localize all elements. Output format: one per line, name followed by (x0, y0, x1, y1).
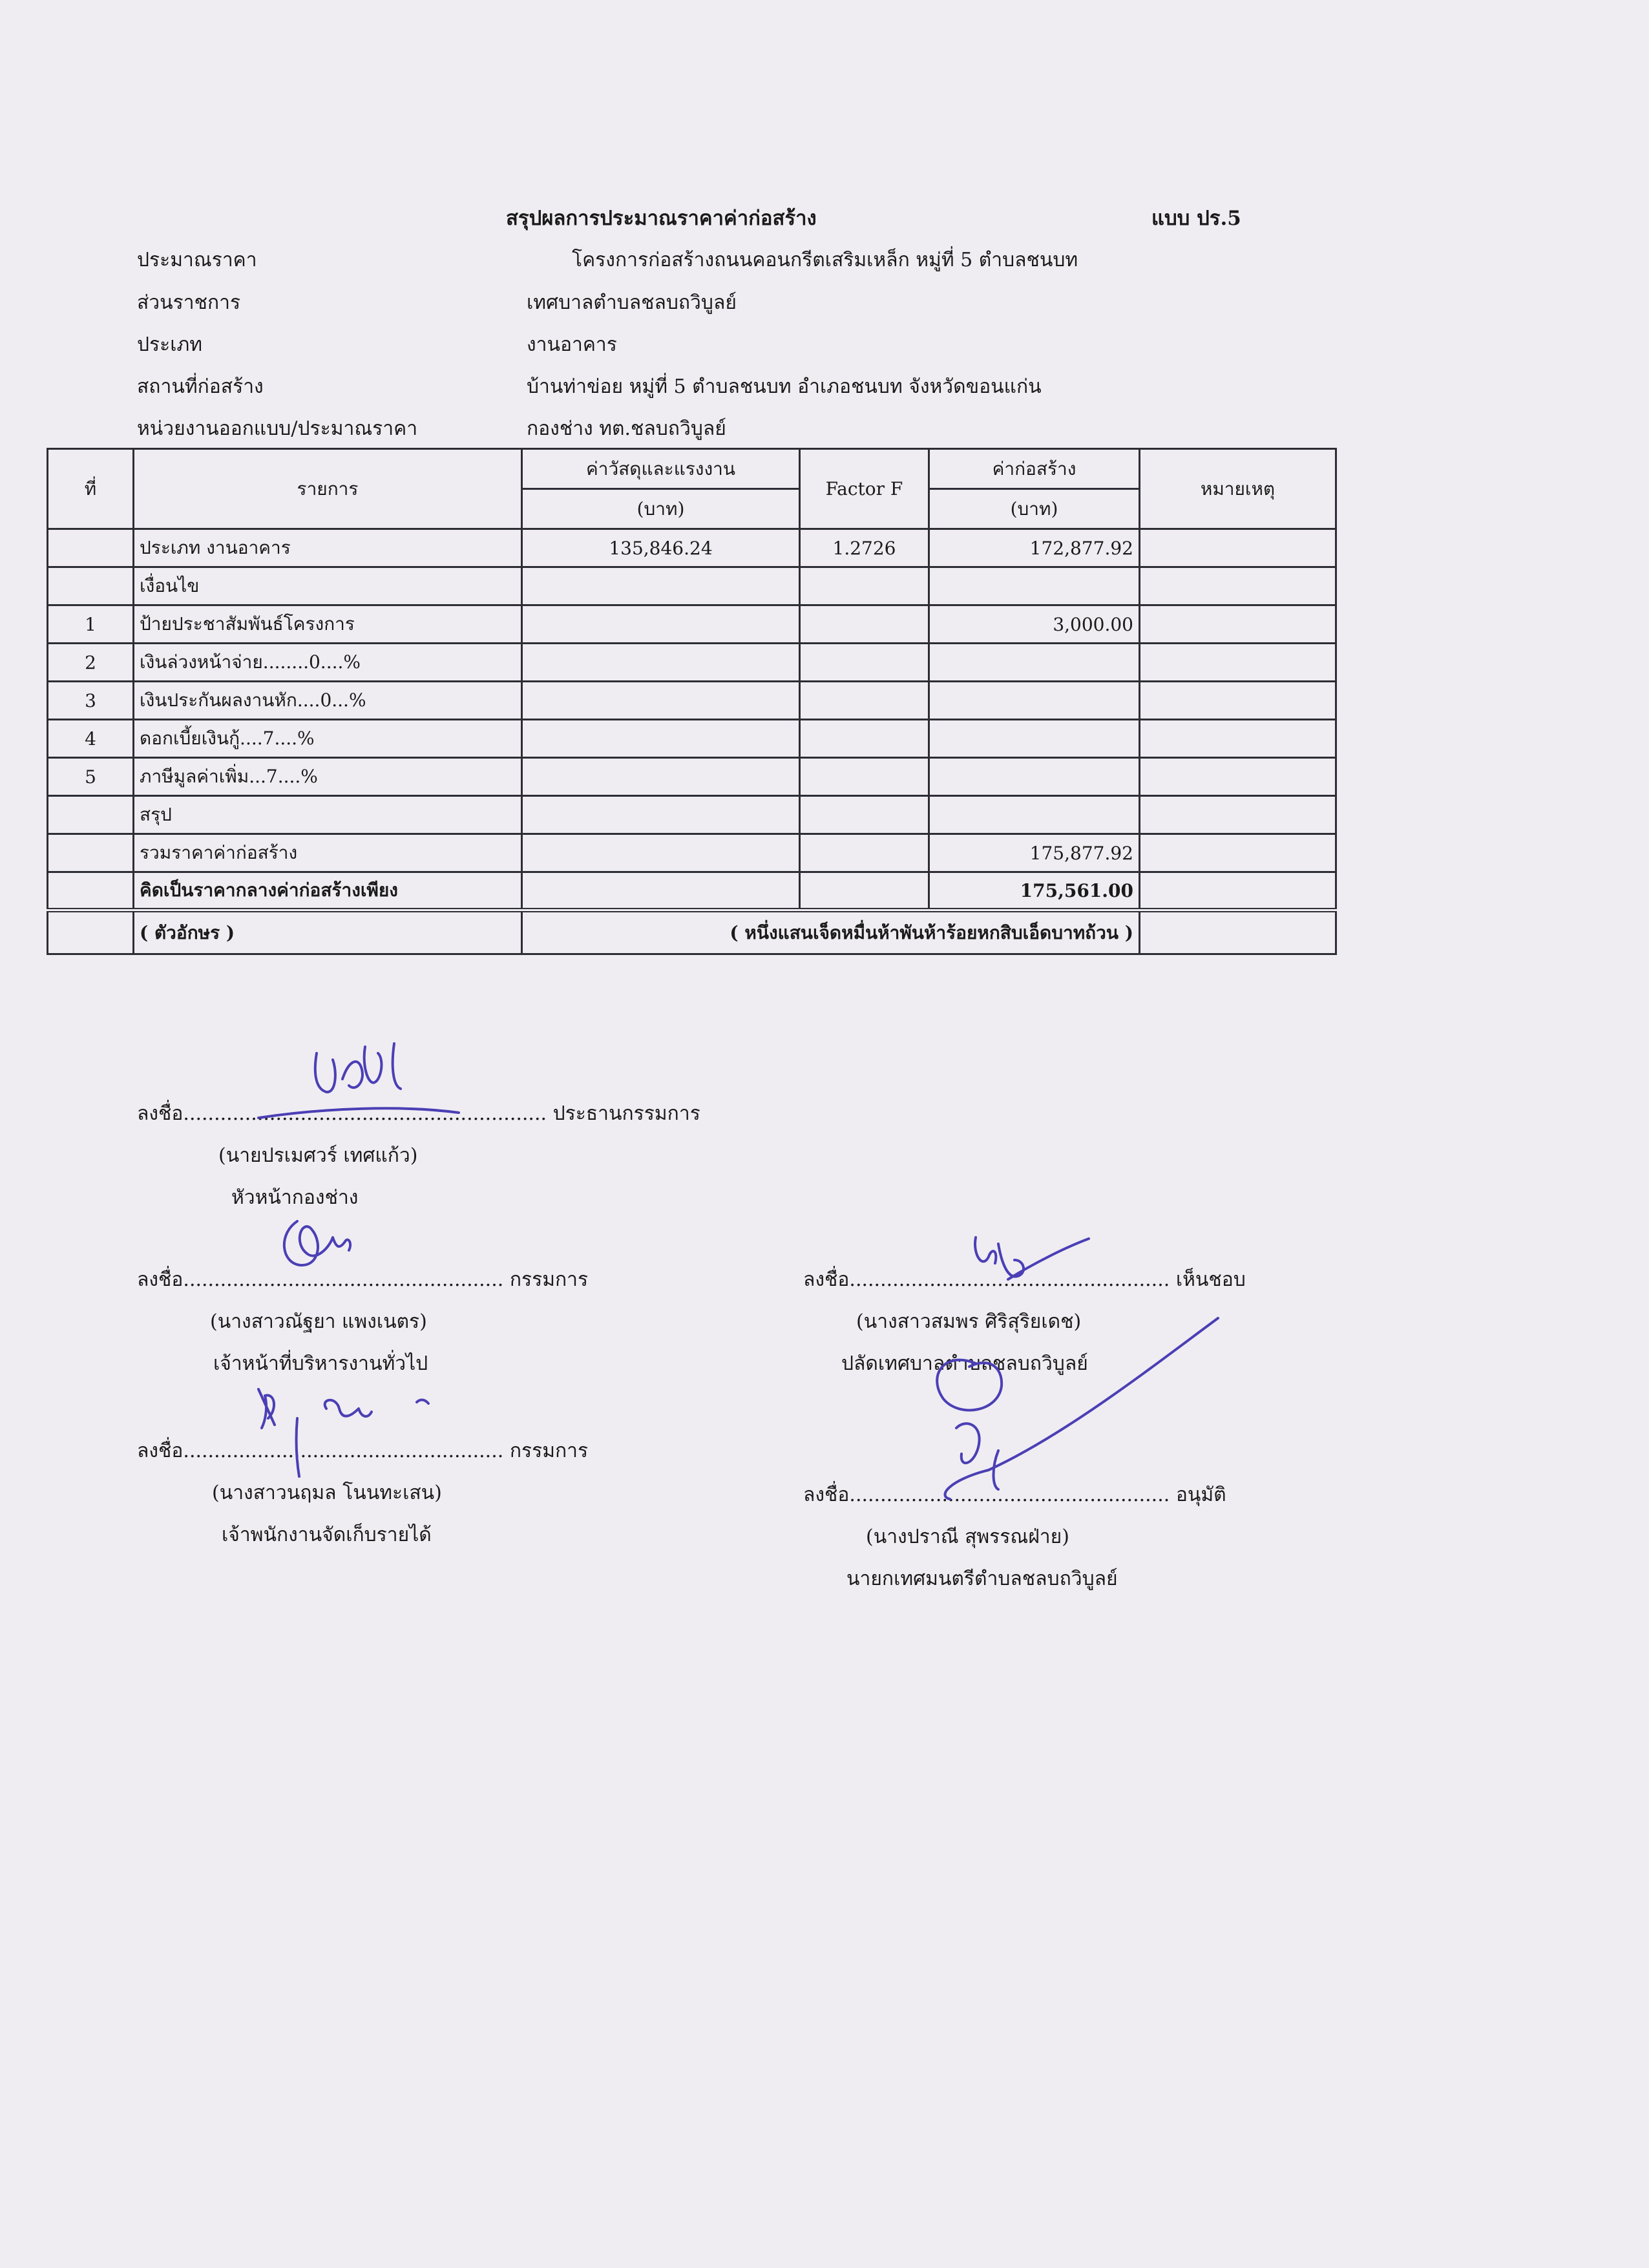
table-row (48, 720, 1336, 758)
cell-cost: 175,877.92 (929, 834, 1140, 872)
info-value-location: บ้านท่าข่อย หมู่ที่ 5 ตำบลชนบท อำเภอชนบท จังหวัดขอนแก่น (527, 375, 1042, 398)
cell-item: ประเภท งานอาคาร (134, 529, 522, 567)
cell-item: เงินประกันผลงานหัก....0...% (134, 682, 522, 720)
cell-material (522, 682, 800, 720)
info-label-design-unit: หน่วยงานออกแบบ/ประมาณราคา (137, 417, 418, 440)
cell-item: เงินล่วงหน้าจ่าย........0....% (134, 644, 522, 682)
cell-material (522, 567, 800, 605)
info-label-estimate: ประมาณราคา (137, 249, 257, 271)
table-row (48, 834, 1336, 872)
document-title: สรุปผลการประมาณราคาค่าก่อสร้าง (506, 207, 817, 230)
cell-factor (800, 682, 929, 720)
header-construction-cost: ค่าก่อสร้าง (929, 449, 1140, 489)
cell-cost (929, 644, 1140, 682)
cost-summary-table (47, 448, 1337, 955)
cell-no: 3 (48, 682, 134, 720)
table-header-row (48, 449, 1336, 489)
signer-name-chair: (นายปรเมศวร์ เทศแก้ว) (218, 1144, 418, 1167)
table-row (48, 567, 1336, 605)
signature-line-chair: ลงชื่อ........................................................... ประธานกรรมการ (137, 1102, 700, 1125)
info-value-agency: เทศบาลตำบลชลบถวิบูลย์ (527, 291, 737, 314)
cell-factor (800, 720, 929, 758)
cell-item: ดอกเบี้ยเงินกู้....7....% (134, 720, 522, 758)
handwritten-signature-endorse (963, 1224, 1105, 1289)
cell-item: ป้ายประชาสัมพันธ์โครงการ (134, 605, 522, 644)
cell-no: 2 (48, 644, 134, 682)
table-row (48, 529, 1336, 567)
cell-remark (1140, 720, 1336, 758)
cell-factor (800, 758, 929, 796)
header-item: รายการ (134, 449, 522, 529)
cell-material (522, 834, 800, 872)
amount-in-words-label: ( ตัวอักษร ) (134, 910, 522, 954)
cell-factor (800, 872, 929, 910)
signer-position-member2: เจ้าพนักงานจัดเก็บรายได้ (222, 1524, 432, 1546)
cell-no (48, 567, 134, 605)
cell-material (522, 872, 800, 910)
cell-no: 1 (48, 605, 134, 644)
signer-position-chair: หัวหน้ากองช่าง (231, 1186, 359, 1209)
cell-remark (1140, 605, 1336, 644)
header-no: ที่ (48, 449, 134, 529)
cell-cost (929, 682, 1140, 720)
table-row (48, 644, 1336, 682)
info-value-design-unit: กองช่าง ทต.ชลบถวิบูลย์ (527, 417, 726, 440)
table-row (48, 605, 1336, 644)
cell-item: รวมราคาค่าก่อสร้าง (134, 834, 522, 872)
cell-remark (1140, 682, 1336, 720)
final-price-label: คิดเป็นราคากลางค่าก่อสร้างเพียง (134, 872, 522, 910)
info-value-type: งานอาคาร (527, 333, 617, 356)
amount-in-words-text: ( หนึ่งแสนเจ็ดหมื่นห้าพันห้าร้อยหกสิบเอ็ดบาทถ้วน ) (522, 910, 1140, 954)
info-value-estimate: โครงการก่อสร้างถนนคอนกรีตเสริมเหล็ก หมู่ที่ 5 ตำบลชนบท (572, 249, 1078, 271)
signature-line-member2: ลงชื่อ.................................................... กรรมการ (137, 1440, 589, 1462)
signature-line-member1: ลงชื่อ.................................................... กรรมการ (137, 1268, 589, 1291)
final-price-value: 175,561.00 (929, 872, 1140, 910)
header-material-labor: ค่าวัสดุและแรงงาน (522, 449, 800, 489)
cell-item: เงื่อนไข (134, 567, 522, 605)
cell-remark (1140, 834, 1336, 872)
cell-no: 5 (48, 758, 134, 796)
signer-name-endorse: (นางสาวสมพร ศิริสุริยเดช) (856, 1310, 1082, 1333)
signer-name-approve: (นางปราณี สุพรรณฝ่าย) (866, 1526, 1069, 1548)
cell-cost (929, 720, 1140, 758)
cell-no (48, 834, 134, 872)
info-label-location: สถานที่ก่อสร้าง (137, 375, 264, 398)
form-code: แบบ ปร.5 (1151, 207, 1241, 230)
signature-line-approve: ลงชื่อ.................................................... อนุมัติ (803, 1484, 1226, 1506)
cell-cost (929, 796, 1140, 834)
signer-position-member1: เจ้าหน้าที่บริหารงานทั่วไป (213, 1352, 428, 1375)
handwritten-signature-member1 (271, 1208, 375, 1279)
info-label-type: ประเภท (137, 333, 203, 356)
cell-no: 4 (48, 720, 134, 758)
cell-item: สรุป (134, 796, 522, 834)
signature-line-endorse: ลงชื่อ.................................................... เห็นชอบ (803, 1268, 1246, 1291)
handwritten-signature-chair (246, 1034, 465, 1131)
cell-material (522, 605, 800, 644)
cell-cost (929, 758, 1140, 796)
cell-factor (800, 834, 929, 872)
cell-cost: 172,877.92 (929, 529, 1140, 567)
final-price-row (48, 872, 1336, 910)
cell-remark (1140, 529, 1336, 567)
table-row (48, 758, 1336, 796)
cell-material: 135,846.24 (522, 529, 800, 567)
cell-cost (929, 567, 1140, 605)
cell-no (48, 872, 134, 910)
cell-factor (800, 644, 929, 682)
header-factor: Factor F (800, 449, 929, 529)
signer-name-member2: (นางสาวนฤมล โนนทะเสน) (212, 1482, 442, 1504)
cell-factor (800, 567, 929, 605)
amount-in-words-row (48, 910, 1336, 954)
cell-material (522, 720, 800, 758)
cell-no (48, 529, 134, 567)
table-row (48, 796, 1336, 834)
signer-name-member1: (นางสาวณัฐยา แพงเนตร) (210, 1310, 427, 1333)
cell-remark (1140, 758, 1336, 796)
info-label-agency: ส่วนราชการ (137, 291, 241, 314)
cell-remark (1140, 910, 1336, 954)
table-row (48, 682, 1336, 720)
cell-no (48, 796, 134, 834)
cell-remark (1140, 644, 1336, 682)
cell-material (522, 644, 800, 682)
cell-factor (800, 796, 929, 834)
cell-item: ภาษีมูลค่าเพิ่ม...7....% (134, 758, 522, 796)
cell-material (522, 758, 800, 796)
cell-no (48, 910, 134, 954)
cell-cost: 3,000.00 (929, 605, 1140, 644)
cell-remark (1140, 567, 1336, 605)
cell-remark (1140, 796, 1336, 834)
cell-material (522, 796, 800, 834)
handwritten-signature-approve (885, 1305, 1234, 1518)
cell-factor (800, 605, 929, 644)
header-cost-unit: (บาท) (929, 489, 1140, 529)
cell-factor: 1.2726 (800, 529, 929, 567)
handwritten-signature-member2 (255, 1383, 436, 1486)
header-remark: หมายเหตุ (1140, 449, 1336, 529)
signer-position-endorse: ปลัดเทศบาลตำบลชลบถวิบูลย์ (841, 1352, 1088, 1375)
header-material-unit: (บาท) (522, 489, 800, 529)
signer-position-approve: นายกเทศมนตรีตำบลชลบถวิบูลย์ (846, 1568, 1118, 1590)
cell-remark (1140, 872, 1336, 910)
